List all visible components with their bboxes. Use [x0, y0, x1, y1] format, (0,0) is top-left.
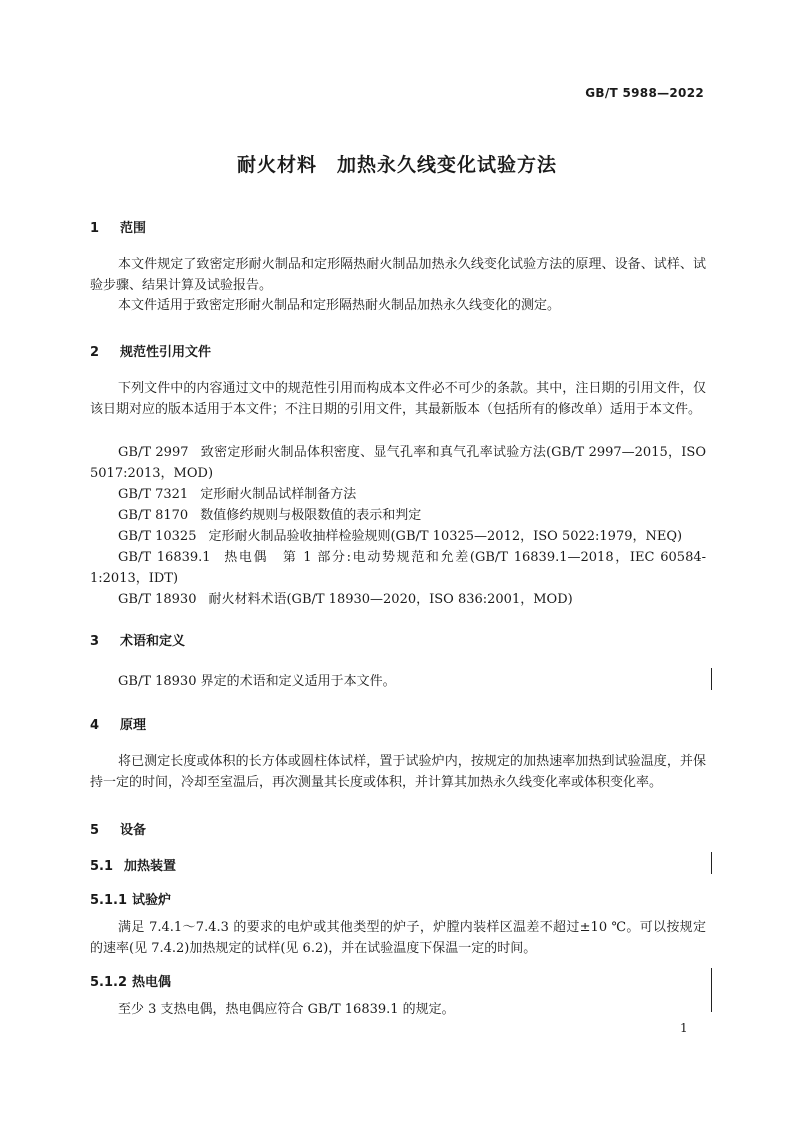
subsection-heading-heating-device [90, 855, 176, 874]
reference-text: 定形耐火制品试样制备方法 [200, 487, 357, 502]
section-title: 原理 [120, 718, 147, 733]
thermocouple-paragraph: 至少 3 支热电偶，热电偶应符合 GB/T 16839.1 的规定。 [118, 1002, 455, 1017]
change-bar [711, 968, 712, 1012]
scope-paragraph-1: 本文件规定了致密定形耐火制品和定形隔热耐火制品加热永久线变化试验方法的原理、设备、试样、试验步骤、结果计算及试验报告。 [90, 257, 706, 293]
section-title: 术语和定义 [120, 634, 186, 649]
section-heading-apparatus [90, 819, 146, 838]
reference-item [90, 526, 706, 547]
section-title: 加热装置 [124, 859, 177, 874]
reference-text: 数值修约规则与极限数值的表示和判定 [200, 508, 422, 523]
section-heading-scope [90, 217, 146, 236]
reference-code: GB/T 7321 [118, 487, 189, 502]
section-title: 范围 [120, 221, 147, 236]
reference-code: GB/T 8170 [118, 508, 189, 523]
references-intro-paragraph: 下列文件中的内容通过文中的规范性引用而构成本文件必不可少的条款。其中，注日期的引用文件，仅该日期对应的版本适用于本文件；不注日期的引用文件，其最新版本（包括所有的修改单）适用于本文件。 [90, 381, 706, 417]
document-title: 耐火材料 加热永久线变化试验方法 [236, 154, 557, 176]
reference-text: 热电偶 第 1 部分:电动势规范和允差(GB/T 16839.1—2018，IEC 60584-1:2013，IDT) [90, 550, 706, 586]
reference-text: 耐火材料术语(GB/T 18930—2020，ISO 836:2001，MOD) [208, 592, 573, 607]
subsection-heading-test-furnace [90, 889, 171, 908]
reference-item [90, 484, 706, 505]
standard-code: GB/T 5988—2022 [585, 86, 704, 100]
section-number: 3 [90, 634, 100, 649]
test-furnace-paragraph: 满足 7.4.1～7.4.3 的要求的电炉或其他类型的炉子，炉膛内装样区温差不超过±10 ℃。可以按规定的速率(见 7.4.2)加热规定的试样(见 6.2)，并在试验温度下保温一定的时间。 [90, 920, 706, 956]
reference-item [90, 547, 706, 589]
reference-code: GB/T 10325 [118, 529, 197, 544]
reference-item [90, 589, 706, 610]
section-number: 5.1.1 [90, 893, 128, 908]
section-title: 规范性引用文件 [120, 345, 212, 360]
reference-item [90, 505, 706, 526]
section-title: 热电偶 [132, 975, 172, 990]
principle-paragraph: 将已测定长度或体积的长方体或圆柱体试样，置于试验炉内，按规定的加热速率加热到试验温度，并保持一定的时间，冷却至室温后，再次测量其长度或体积，并计算其加热永久线变化率或体积变化率。 [90, 754, 706, 790]
page-number: 1 [680, 1021, 688, 1035]
section-heading-principle [90, 714, 146, 733]
reference-text: 定形耐火制品验收抽样检验规则(GB/T 10325—2012，ISO 5022:1979，NEQ) [208, 529, 683, 544]
section-number: 4 [90, 718, 100, 733]
reference-code: GB/T 2997 [118, 445, 189, 460]
change-bar [711, 852, 712, 874]
change-bar [711, 668, 712, 690]
reference-text: 致密定形耐火制品体积密度、显气孔率和真气孔率试验方法(GB/T 2997—2015，ISO 5017:2013，MOD) [90, 445, 706, 481]
scope-paragraph-2: 本文件适用于致密定形耐火制品和定形隔热耐火制品加热永久线变化的测定。 [118, 298, 561, 313]
section-number: 2 [90, 345, 100, 360]
section-number: 5.1 [90, 859, 114, 874]
section-number: 5.1.2 [90, 975, 128, 990]
section-number: 5 [90, 823, 100, 838]
reference-code: GB/T 18930 [118, 592, 197, 607]
section-title: 设备 [120, 823, 147, 838]
section-number: 1 [90, 221, 100, 236]
reference-code: GB/T 16839.1 [118, 550, 211, 565]
section-heading-normative-references [90, 341, 211, 360]
terms-paragraph: GB/T 18930 界定的术语和定义适用于本文件。 [118, 674, 396, 689]
reference-item [90, 442, 706, 484]
subsection-heading-thermocouple [90, 971, 171, 990]
section-heading-terms [90, 630, 185, 649]
section-title: 试验炉 [132, 893, 172, 908]
